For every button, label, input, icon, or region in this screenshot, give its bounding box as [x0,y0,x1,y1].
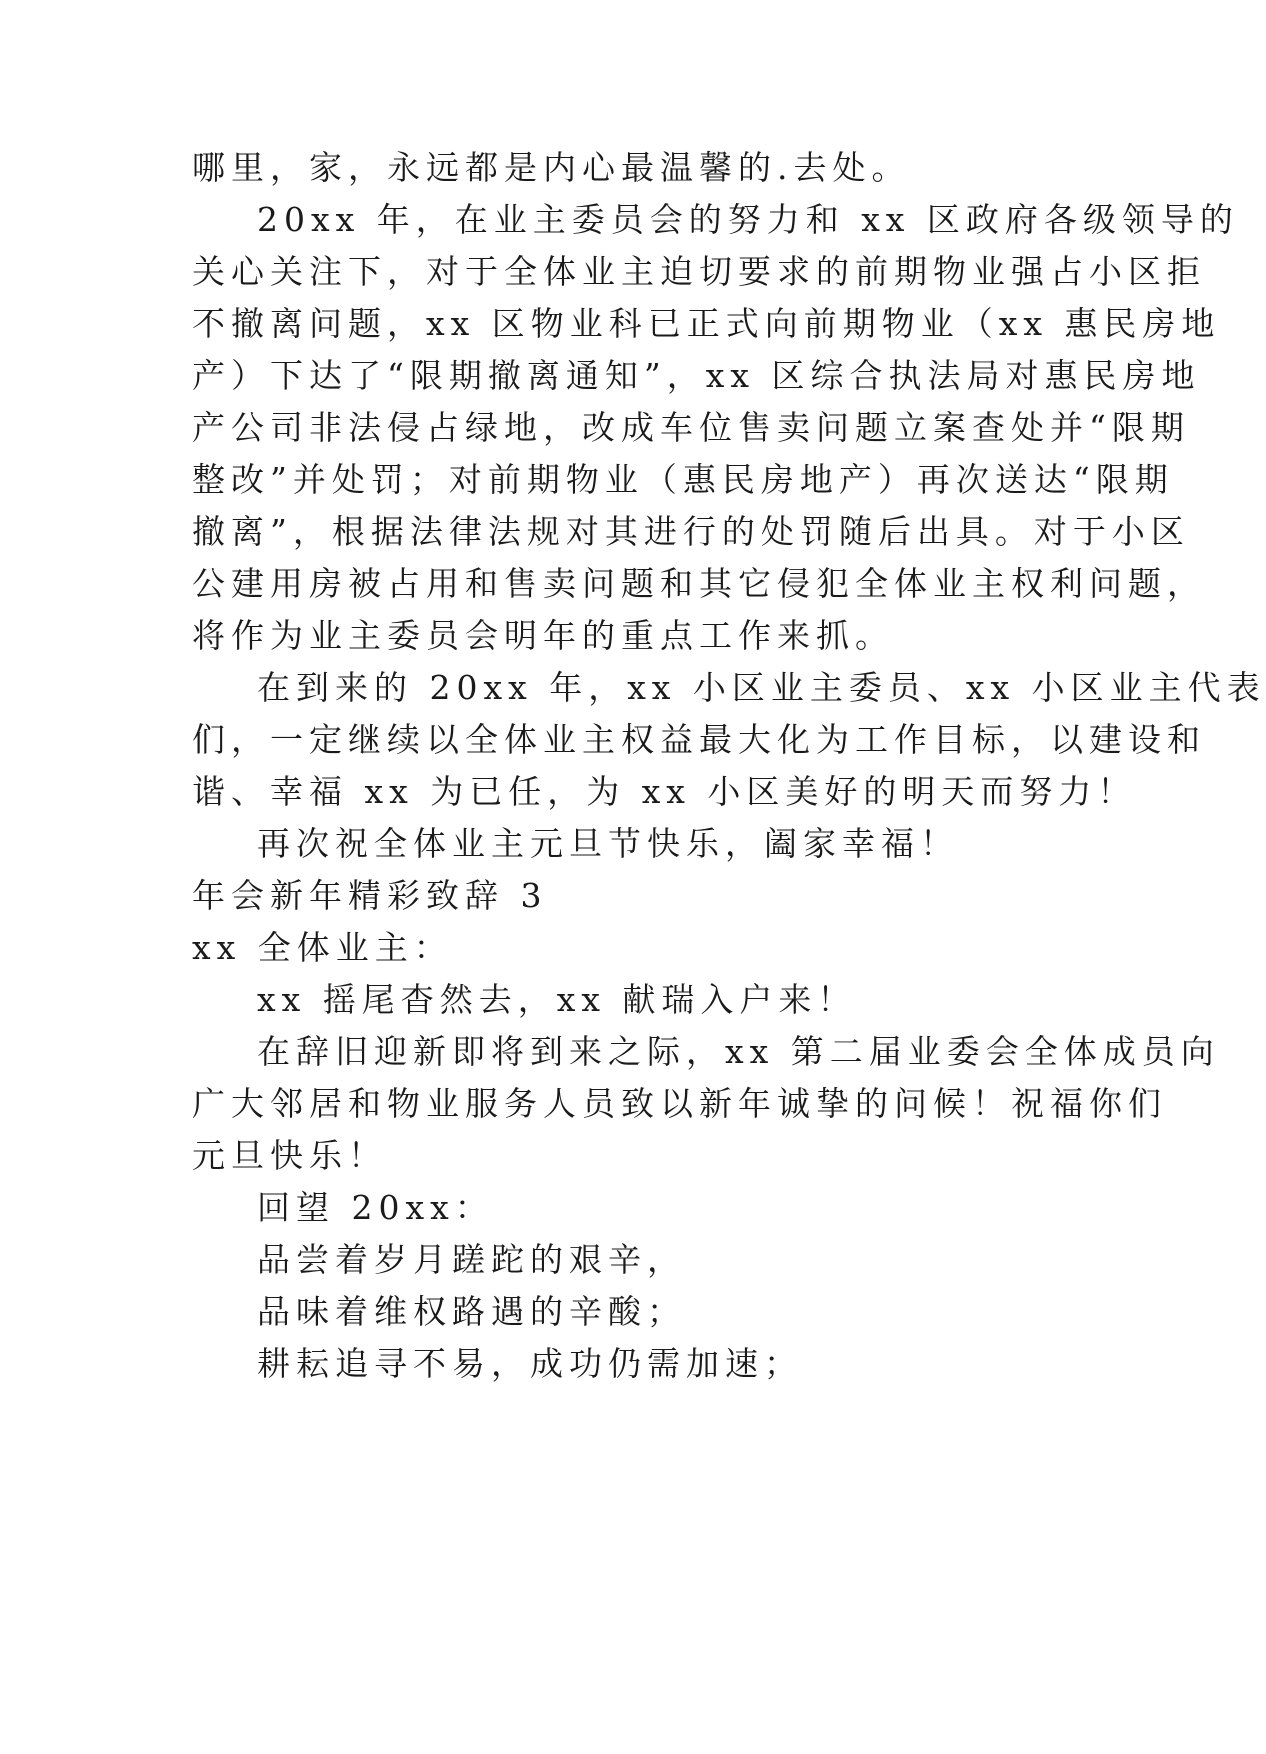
text-line: 再次祝全体业主元旦节快乐，阖家幸福！ [257,824,959,863]
text-line: 元旦快乐！ [192,1136,387,1175]
text-line: 们，一定继续以全体业主权益最大化为工作目标，以建设和 [192,720,1206,759]
text-line: 在到来的 20xx 年，xx 小区业主委员、xx 小区业主代表 [257,668,1266,707]
text-line: 20xx 年，在业主委员会的努力和 xx 区政府各级领导的 [257,200,1239,239]
text-line: 哪里，家，永远都是内心最温馨的.去处。 [192,148,911,187]
text-line: 关心关注下，对于全体业主迫切要求的前期物业强占小区拒 [192,252,1206,291]
text-line: 品尝着岁月蹉跎的艰辛， [257,1240,686,1279]
text-line: 在辞旧迎新即将到来之际，xx 第二届业委会全体成员向 [257,1032,1220,1071]
text-line: 将作为业主委员会明年的重点工作来抓。 [192,616,894,655]
text-line: 整改”并处罚；对前期物业（惠民房地产）再次送达“限期 [192,460,1174,499]
text-line: 品味着维权路遇的辛酸； [257,1292,686,1331]
text-line: 产）下达了“限期撤离通知”，xx 区综合执法局对惠民房地 [192,356,1201,395]
text-line: 不撤离问题，xx 区物业科已正式向前期物业（xx 惠民房地 [192,304,1221,343]
text-line: 公建用房被占用和售卖问题和其它侵犯全体业主权利问题， [192,564,1206,603]
text-line: 回望 20xx： [257,1188,494,1227]
text-line: 产公司非法侵占绿地，改成车位售卖问题立案查处并“限期 [192,408,1190,447]
text-line: 广大邻居和物业服务人员致以新年诚挚的问候！祝福你们 [192,1084,1167,1123]
text-line: xx 摇尾杳然去，xx 献瑞入户来！ [257,980,857,1019]
text-line: 谐、幸福 xx 为已任，为 xx 小区美好的明天而努力！ [192,772,1137,811]
text-line: 耕耘追寻不易，成功仍需加速； [257,1344,803,1383]
section-heading: 年会新年精彩致辞 3 [192,876,548,915]
text-line: 撤离”，根据法律法规对其进行的处罚随后出具。对于小区 [192,512,1190,551]
salutation: xx 全体业主： [192,928,453,967]
